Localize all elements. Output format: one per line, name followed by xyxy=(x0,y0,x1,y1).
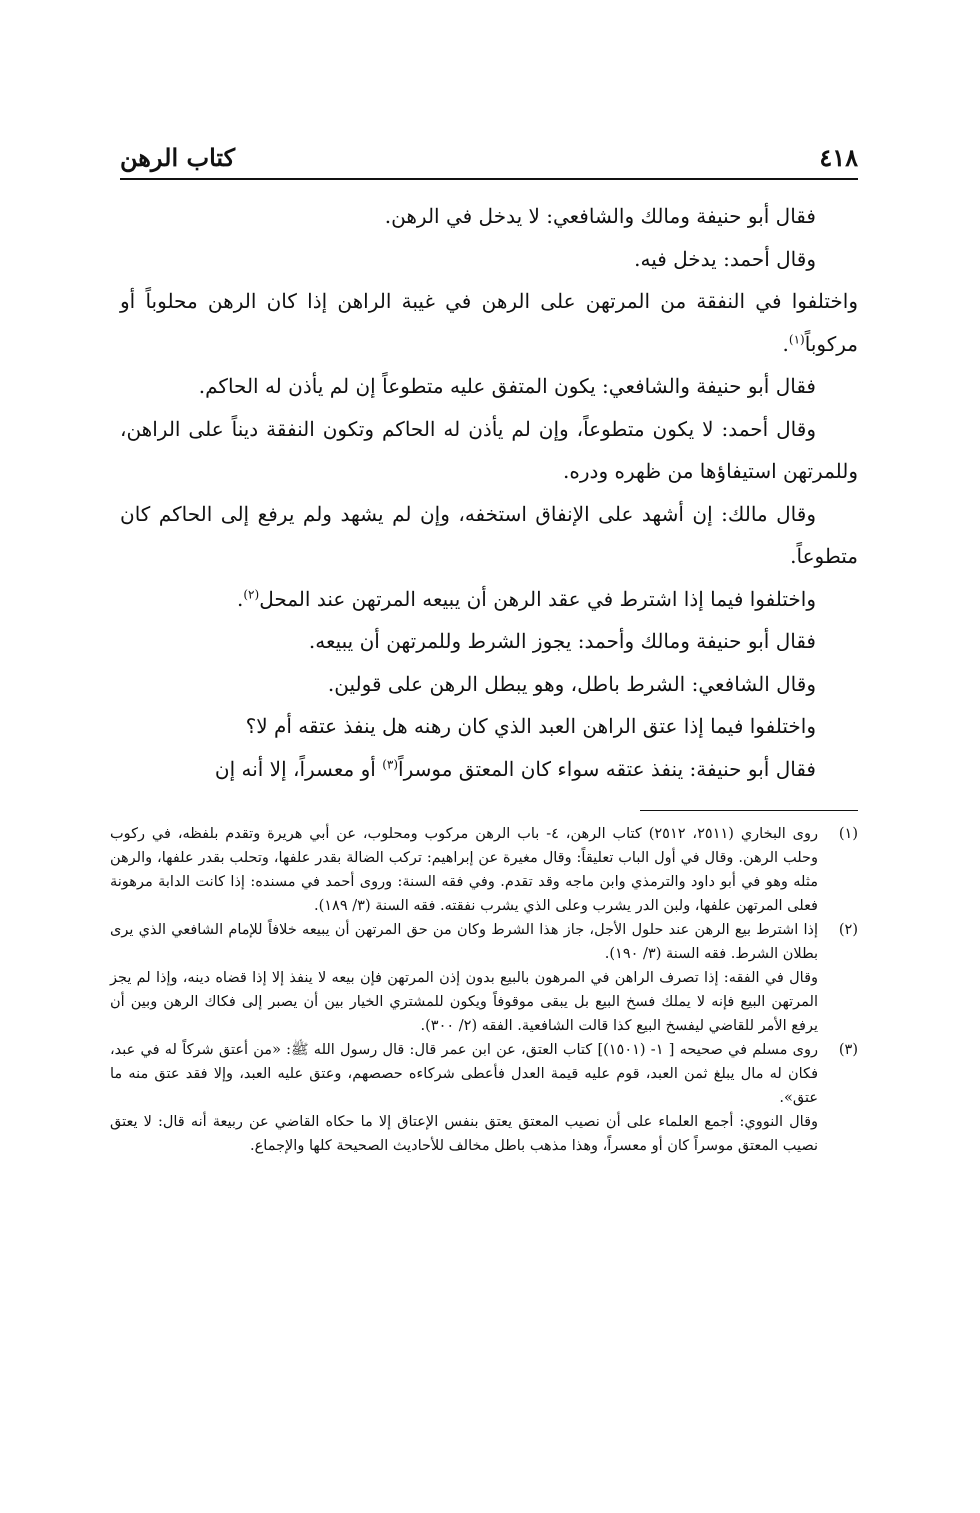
footnote-text: روى البخاري (٢٥١١، ٢٥١٢) كتاب الرهن، ٤- باب الرهن مركوب ومحلوب، عن أبي هريرة وتقدم بلفظه، في ركوب وحلب الرهن. وقال في أول الباب تعليقاً: وقال مغيرة عن إبراهيم: تركب الضالة بقدر علفها، وتحلب بقدر علفها، والرهن مثله وهو في أبو داود والترمذي وابن ماجه وقد تقدم. وفي فقه السنة: وروى أحمد في مسنده: إذا كانت الدابة مرهونة فعلى المرتهن علفها، ولبن الدر يشرب وعلى الذي يشرب نفقته. فقه السنة (٣/ ١٨٩). xyxy=(110,826,819,914)
footnote-separator xyxy=(640,810,858,811)
paragraph: فقال أبو حنيفة: ينفذ عتقه سواء كان المعتق موسراً$^{(٣)}$ أو معسراً، إلا أنه إن xyxy=(214,756,816,781)
paragraph: فقال أبو حنيفة ومالك وأحمد: يجوز الشرط وللمرتهن أن يبيعه. xyxy=(308,629,816,653)
footnote-text: روى مسلم في صحيحه [ ١- (١٥٠١)] كتاب العتق، عن ابن عمر قال: قال رسول الله ﷺ: «من أعتق شركاً له في عبد، فكان له مال يبلغ ثمن العبد، قوم عليه قيمة العدل فأعطى شركاءه حصصهم، وعتق عليه العبد، وإلا فقد عتق منه ما عتق». xyxy=(110,1042,819,1106)
paragraph: واختلفوا فيما إذا عتق الراهن العبد الذي كان رهنه هل ينفذ عتقه أم لا؟ xyxy=(245,714,816,738)
paragraph: وقال مالك: إن أشهد على الإنفاق استخفه، وإن لم يشهد ولم يرفع إلى الحاكم كان متطوعاً. xyxy=(120,501,858,568)
footnote-3 xyxy=(110,1038,858,1158)
footnote-ref-2: (٢) xyxy=(243,586,260,601)
footnote-text: إذا اشترط بيع الرهن عند حلول الأجل، جاز هذا الشرط وكان من حق المرتهن أن يبيعه خلافاً للإمام الشافعي الذي يرى بطلان الشرط. فقه السنة (٣/ ١٩٠). xyxy=(110,922,818,962)
paragraph: وقال أحمد: يدخل فيه. xyxy=(634,246,816,271)
footnotes xyxy=(110,822,858,1158)
paragraph: فقال أبو حنيفة والشافعي: يكون المتفق عليه متطوعاً إن لم يأذن له الحاكم. xyxy=(198,374,816,398)
paragraph: وقال الشافعي: الشرط باطل، وهو يبطل الرهن على قولين. xyxy=(327,671,816,696)
page-number: ٤١٨ xyxy=(819,142,858,172)
footnote-ref-3: (٣) xyxy=(382,756,399,771)
footnote-ref-1: (١) xyxy=(788,331,805,346)
page-header xyxy=(120,136,858,180)
footnote-2 xyxy=(110,918,858,1038)
paragraph: فقال أبو حنيفة ومالك والشافعي: لا يدخل في الرهن. xyxy=(384,204,816,228)
footnote-number: (٢) xyxy=(838,922,858,938)
footnote-text: وقال في الفقه: إذا تصرف الراهن في المرهون بالبيع بدون إذن المرتهن فإن بيعه لا ينفذ إلا إذا قضاه دينه، وإذا لم يجز المرتهن البيع فإنه لا يملك فسخ البيع بل يبقى موقوفاً ويكون للمشتري الخيار بين أن يصبر إلى فكاك الرهن وبين أن يرفع الأمر للقاضي ليفسخ البيع كذا قالت الشافعية. الفقه (٢/ ٣٠٠). xyxy=(110,970,818,1034)
main-text xyxy=(120,195,858,790)
footnote-number: (١) xyxy=(838,826,858,842)
chapter-title: كتاب الرهن xyxy=(120,142,236,172)
footnote-1 xyxy=(110,822,858,918)
footnote-text: وقال النووي: أجمع العلماء على أن نصيب المعتق يعتق بنفس الإعتاق إلا ما حكاه القاضي عن ربيعة أنه قال: لا يعتق نصيب المعتق موسراً كان أو معسراً، وهذا مذهب باطل مخالف للأحاديث الصحيحة كلها والإجماع. xyxy=(110,1114,818,1154)
footnote-number: (٣) xyxy=(838,1042,858,1058)
paragraph: واختلفوا في النفقة من المرتهن على الرهن في غيبة الراهن إذا كان الرهن محلوباً أو مركوباً$^{(١)}$. xyxy=(120,289,858,356)
paragraph: واختلفوا فيما إذا اشترط في عقد الرهن أن يبيعه المرتهن عند المحل$^{(٢)}$. xyxy=(237,586,816,611)
paragraph: وقال أحمد: لا يكون متطوعاً، وإن لم يأذن له الحاكم وتكون النفقة ديناً على الراهن، وللمرتهن استيفاؤها من ظهره ودره. xyxy=(120,416,858,483)
